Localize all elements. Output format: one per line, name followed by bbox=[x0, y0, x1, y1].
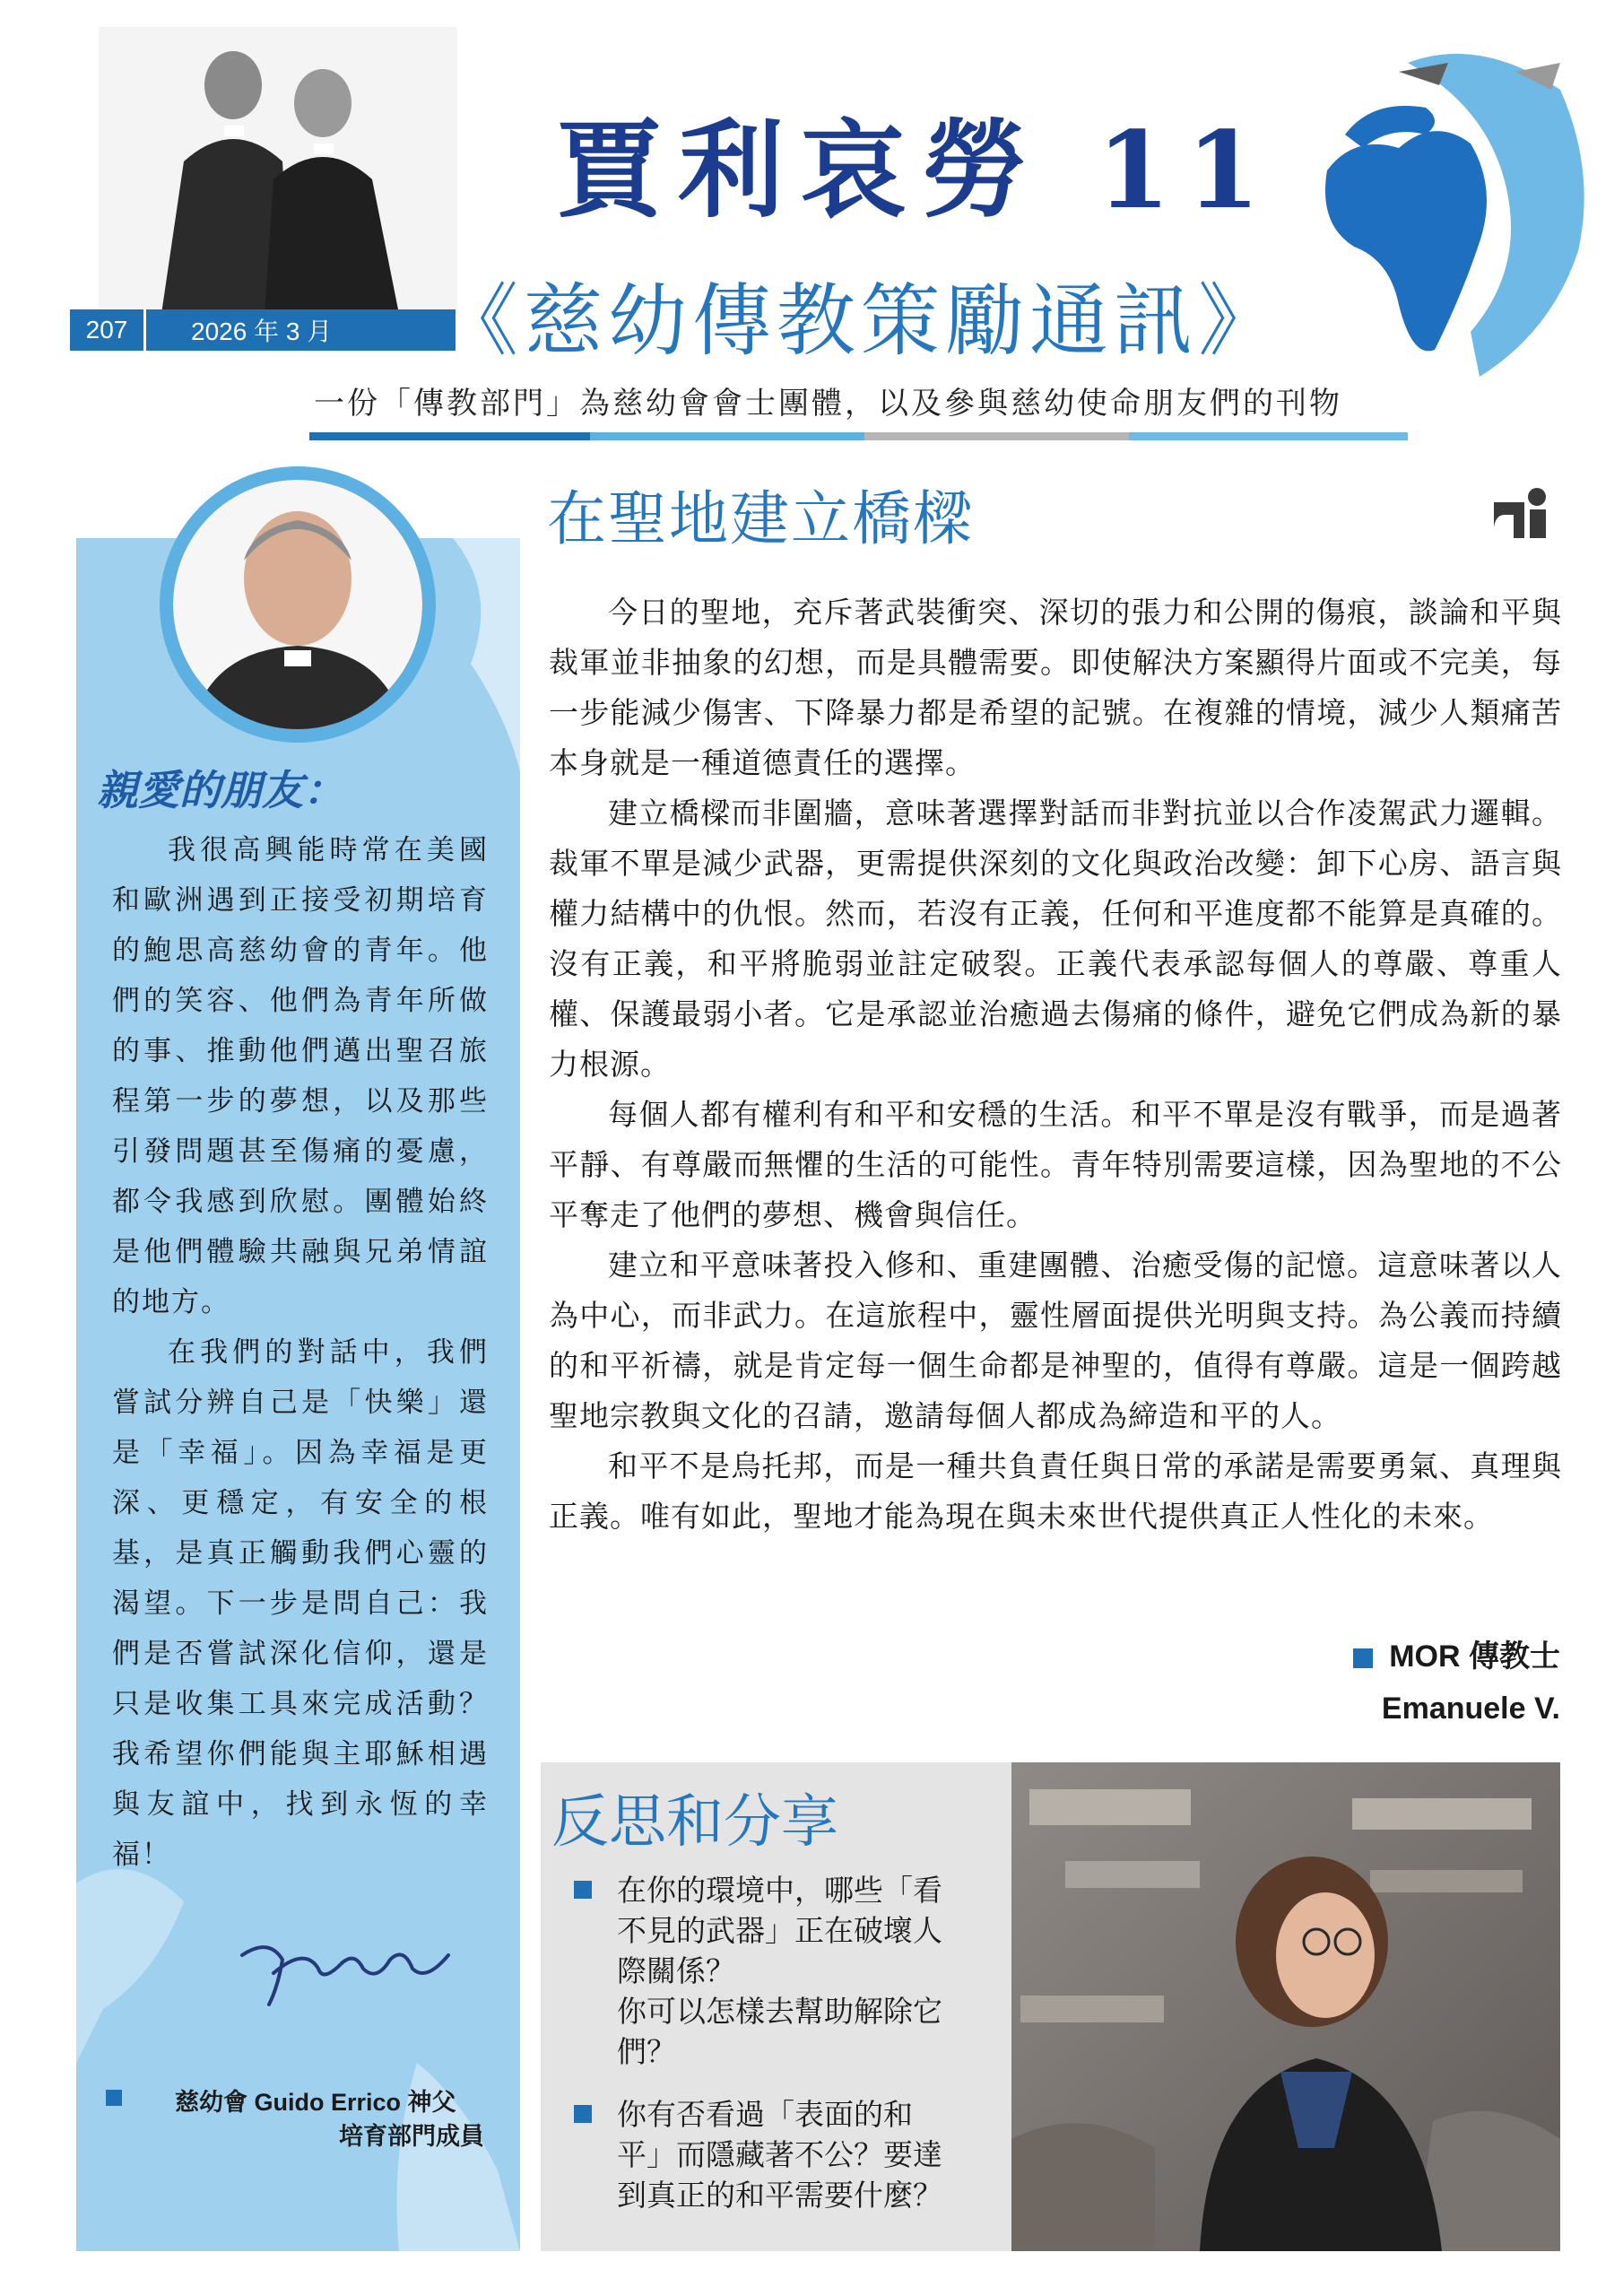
letter-paragraph: 在我們的對話中，我們嘗試分辨自己是「快樂」還是「幸福」。因為幸福是更深、更穩定，有安全的根基，是真正觸動我們心靈的渴望。下一步是問自己：我們是否嘗試深化信仰，還是只是收集工具來完成活動？我希望你們能與主耶穌相遇與友誼中，找到永恆的幸福！ bbox=[112, 1336, 489, 1871]
author-bullet bbox=[1353, 1648, 1373, 1668]
question-line: 在你的環境中，哪些「看 bbox=[617, 1873, 942, 1908]
letter-greeting: 親愛的朋友： bbox=[97, 766, 344, 814]
author-title: MOR 傳教士 bbox=[1389, 1639, 1560, 1674]
question-line: 你有否看過「表面的和 bbox=[617, 2097, 913, 2132]
newsletter-tagline: 一份「傳教部門」為慈幼會會士團體，以及參與慈幼使命朋友們的刊物 bbox=[314, 386, 1342, 422]
question-bullet bbox=[574, 2105, 592, 2123]
header-rule-3 bbox=[864, 432, 1129, 440]
question-bullet bbox=[574, 1881, 592, 1899]
article-author bbox=[1353, 1631, 1560, 1735]
globe-graphic bbox=[1291, 36, 1587, 395]
letter-paragraph: 我很高興能時常在美國和歐洲遇到正接受初期培育的鮑思高慈幼會的青年。他們的笑容、他們為青年所做的事、推動他們邁出聖召旅程第一步的夢想，以及那些引發問題甚至傷痛的憂慮，都令我感到欣慰。團體始終是他們體驗共融與兄弟情誼的地方。 bbox=[112, 834, 489, 1318]
article-paragraph: 建立和平意味著投入修和、重建團體、治癒受傷的記憶。這意味著以人為中心，而非武力。在這旅程中，靈性層面提供光明與支持。為公義而持續的和平祈禱，就是肯定每一個生命都是神聖的，值得有尊嚴。這是一個跨越聖地宗教與文化的召請，邀請每個人都成為締造和平的人。 bbox=[549, 1248, 1562, 1433]
founders-photo bbox=[99, 27, 457, 314]
issue-date: 2026 年 3 月 bbox=[191, 317, 333, 345]
header-rule-2 bbox=[590, 432, 864, 440]
header-rule-4 bbox=[1129, 432, 1408, 440]
newsletter-subtitle: 《慈幼傳教策勵通訊》 bbox=[439, 274, 1283, 367]
issue-number: 207 bbox=[70, 309, 146, 351]
article-body bbox=[549, 587, 1562, 1542]
question-line: 們？ bbox=[617, 2034, 676, 2069]
article-title: 在聖地建立橋樑 bbox=[547, 484, 974, 553]
signer-name: 慈幼會 Guido Errico 神父 bbox=[175, 2089, 456, 2116]
reflection-title: 反思和分享 bbox=[551, 1789, 838, 1856]
article-paragraph: 和平不是烏托邦，而是一種共負責任與日常的承諾是需要勇氣、真理與正義。唯有如此，聖地才能為現在與未來世代提供真正人性化的未來。 bbox=[549, 1448, 1562, 1534]
question-line: 你可以怎樣去幫助解除它 bbox=[617, 1994, 942, 2029]
question-line: 平」而隱藏著不公？要達 bbox=[617, 2137, 942, 2172]
header-rule-1 bbox=[309, 432, 590, 440]
young-woman-ruins-photo bbox=[1011, 1762, 1560, 2251]
article-paragraph: 每個人都有權利有和平和安穩的生活。和平不單是沒有戰爭，而是過著平靜、有尊嚴而無懼的生活的可能性。青年特別需要這樣，因為聖地的不公平奪走了他們的夢想、機會與信任。 bbox=[549, 1097, 1562, 1232]
reflection-question bbox=[574, 1870, 986, 2072]
article-paragraph: 今日的聖地，充斥著武裝衝突、深切的張力和公開的傷痕，談論和平與裁軍並非抽象的幻想，而是具體需要。即使解決方案顯得片面或不完美，每一步能減少傷害、下降暴力都是希望的記號。在複雜的情境，減少人類痛苦本身就是一種道德責任的選擇。 bbox=[549, 595, 1562, 780]
question-line: 不見的武器」正在破壞人 bbox=[617, 1913, 942, 1948]
article-paragraph: 建立橋樑而非圍牆，意味著選擇對話而非對抗並以合作凌駕武力邏輯。裁軍不單是減少武器，更需提供深刻的文化與政治改變：卸下心房、語言與權力結構中的仇恨。然而，若沒有正義，任何和平進度都不能算是真確的。沒有正義，和平將脆弱並註定破裂。正義代表承認每個人的尊嚴、尊重人權、保護最弱小者。它是承認並治癒過去傷痛的條件，避免它們成為新的暴力根源。 bbox=[549, 796, 1562, 1082]
issue-badge bbox=[70, 309, 456, 351]
signer-role: 培育部門成員 bbox=[339, 2123, 484, 2150]
author-portrait bbox=[173, 480, 422, 729]
author-name: Emanuele V. bbox=[1381, 1692, 1560, 1726]
handwritten-signature bbox=[233, 1919, 466, 2018]
question-line: 到真正的和平需要什麼？ bbox=[617, 2178, 942, 2213]
reflection-question bbox=[574, 2094, 986, 2215]
question-line: 際關係？ bbox=[617, 1953, 735, 1988]
signer-bullet bbox=[106, 2090, 122, 2106]
letter-body bbox=[112, 825, 489, 1880]
info-icon bbox=[1488, 484, 1558, 545]
newsletter-title: 賈利哀勞 11 bbox=[556, 108, 1277, 232]
